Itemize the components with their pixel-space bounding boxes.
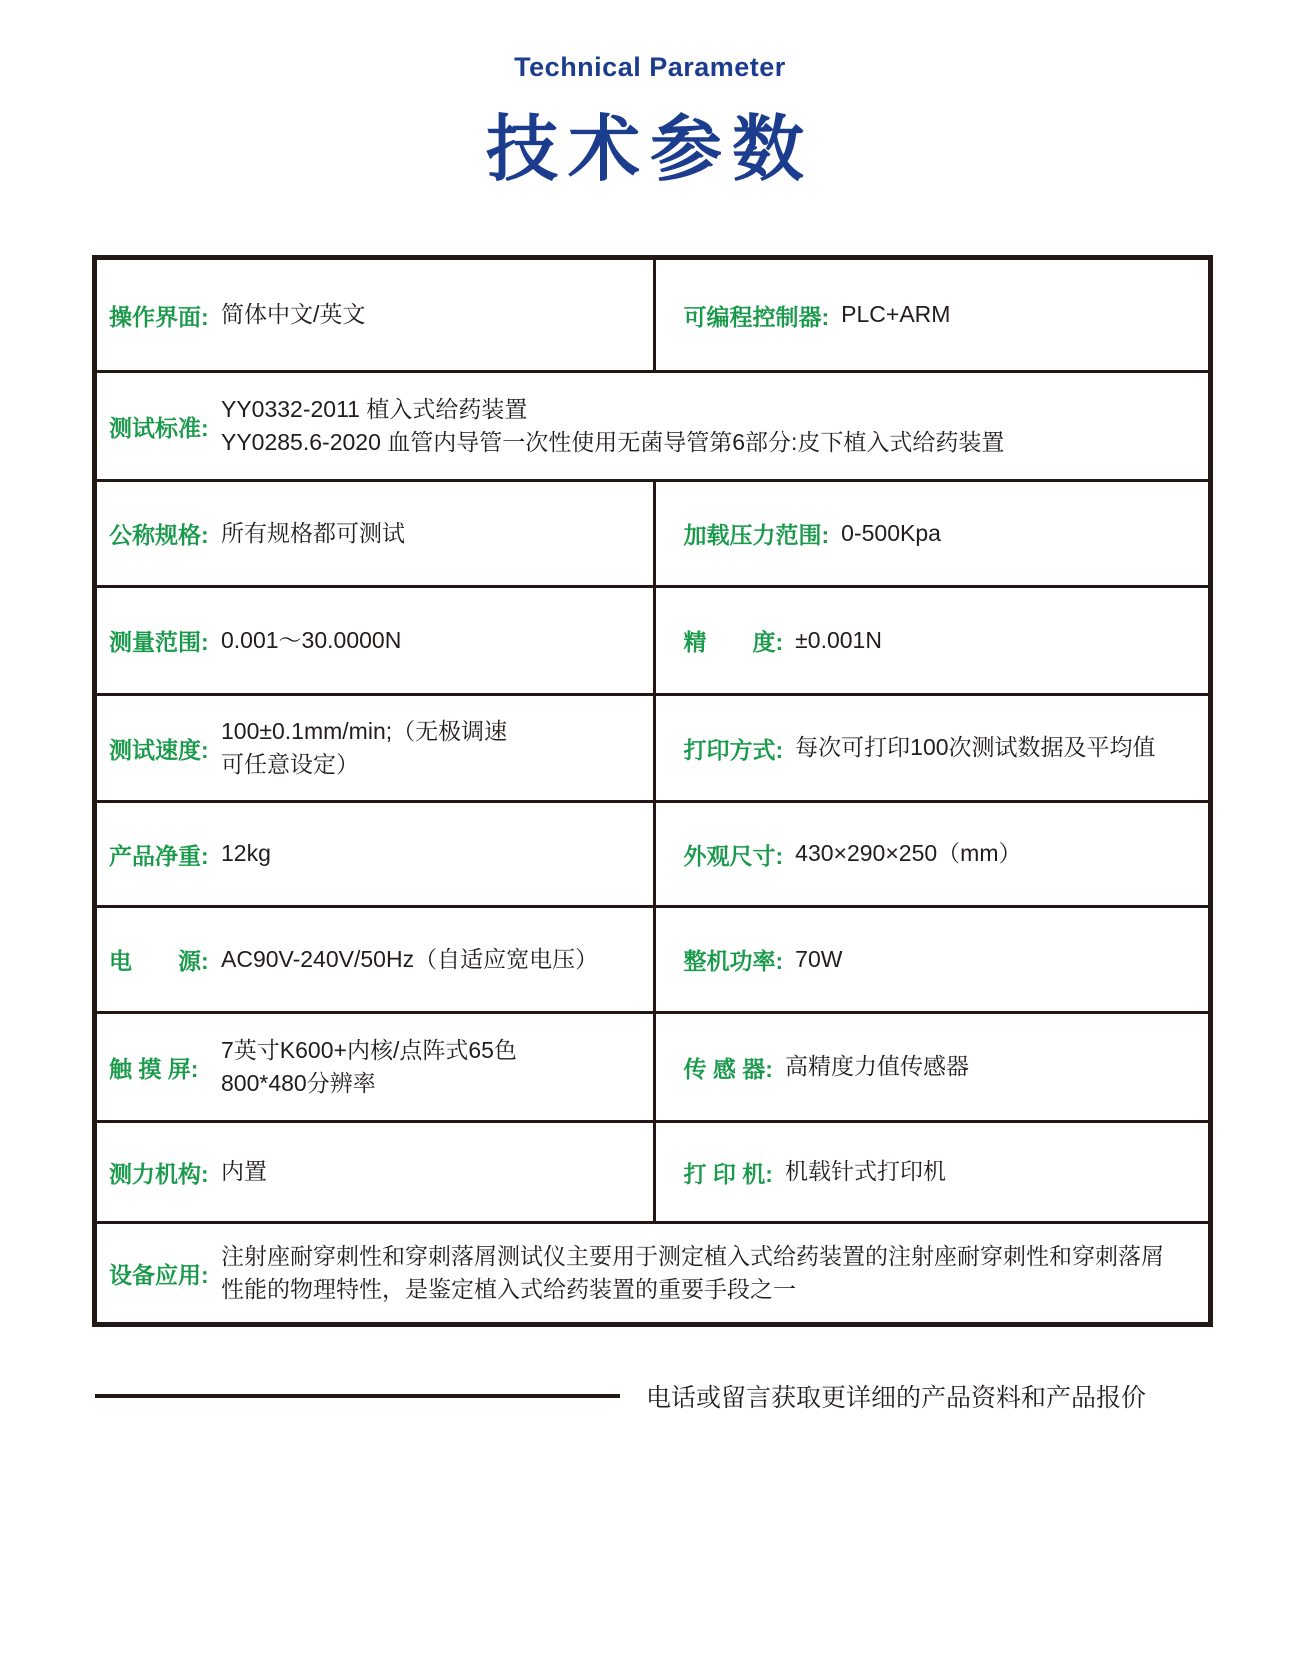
param-cell — [97, 260, 653, 370]
param-label: 操作界面: — [109, 303, 209, 330]
param-label: 精 度: — [683, 629, 784, 655]
page-title: 技术参数 — [485, 110, 814, 190]
param-value-line: 100±0.1mm/min;（无极调速 — [221, 717, 508, 744]
table-row-measure-range — [97, 585, 1208, 693]
page-header — [0, 52, 1300, 195]
param-value — [221, 1240, 1164, 1307]
param-label: 公称规格: — [109, 522, 209, 548]
param-label: 整机功率: — [683, 948, 784, 974]
param-value: 机载针式打印机 — [784, 1158, 946, 1185]
param-cell — [97, 803, 653, 905]
param-label: 测试速度: — [109, 736, 209, 763]
param-cell — [97, 1224, 1208, 1322]
param-cell — [653, 908, 1209, 1011]
footer-divider-line — [95, 1394, 620, 1398]
param-value: 0.001～30.0000N — [221, 626, 402, 653]
param-label: 外观尺寸: — [683, 842, 784, 869]
param-label: 电 源: — [109, 948, 209, 974]
param-value: 简体中文/英文 — [221, 301, 366, 328]
param-cell — [97, 1123, 653, 1221]
table-row-touch-screen — [97, 1011, 1208, 1120]
param-label: 打印方式: — [683, 736, 784, 763]
param-cell — [653, 803, 1209, 905]
param-cell — [97, 373, 1208, 479]
param-cell — [653, 1123, 1209, 1221]
param-cell — [653, 696, 1209, 800]
param-value: 所有规格都可测试 — [221, 519, 405, 546]
param-cell — [97, 696, 653, 800]
table-row-power-supply — [97, 905, 1208, 1011]
param-value-line: 性能的物理特性，是鉴定植入式给药装置的重要手段之一 — [221, 1276, 796, 1302]
param-value-line: YY0285.6-2020 血管内导管一次性使用无菌导管第6部分:皮下植入式给药装置 — [221, 429, 1005, 455]
param-label: 测量范围: — [109, 629, 209, 655]
param-label: 触 摸 屏: — [109, 1055, 199, 1082]
param-value: PLC+ARM — [841, 301, 951, 328]
table-row-net-weight — [97, 800, 1208, 905]
param-value: 内置 — [221, 1158, 267, 1185]
table-row-force-mechanism — [97, 1120, 1208, 1221]
param-value: 每次可打印100次测试数据及平均值 — [795, 734, 1156, 761]
param-value: AC90V-240V/50Hz（自适应宽电压） — [221, 945, 599, 972]
param-cell — [97, 1014, 653, 1120]
param-cell — [97, 908, 653, 1011]
param-value: 0-500Kpa — [841, 519, 941, 546]
param-label: 产品净重: — [109, 842, 209, 869]
page-footer — [95, 1378, 1205, 1414]
param-value — [221, 1034, 517, 1101]
param-value-line: 7英寸K600+内核/点阵式65色 — [221, 1036, 517, 1063]
table-row-test-speed — [97, 693, 1208, 800]
param-cell — [97, 482, 653, 585]
table-row-operation-interface — [97, 260, 1208, 370]
param-label: 可编程控制器: — [683, 303, 830, 330]
param-value-line: 注射座耐穿刺性和穿刺落屑测试仪主要用于测定植入式给药装置的注射座耐穿刺性和穿刺落屑 — [221, 1242, 1164, 1269]
param-cell — [653, 588, 1209, 693]
param-label: 打 印 机: — [683, 1160, 773, 1187]
param-cell — [653, 1014, 1209, 1120]
page-subtitle: Technical Parameter — [514, 52, 786, 82]
param-value: ±0.001N — [795, 626, 882, 653]
param-value: 12kg — [221, 840, 271, 867]
param-cell — [653, 260, 1209, 370]
param-label: 加载压力范围: — [683, 522, 830, 548]
param-value-line: 800*480分辨率 — [221, 1070, 376, 1096]
table-row-application — [97, 1221, 1208, 1322]
footer-note: 电话或留言获取更详细的产品资料和产品报价 — [646, 1384, 1147, 1412]
spec-table — [92, 255, 1213, 1327]
param-cell — [653, 482, 1209, 585]
param-value: 70W — [795, 945, 843, 972]
param-label: 测力机构: — [109, 1160, 209, 1187]
table-row-nominal-spec — [97, 479, 1208, 585]
param-label: 传 感 器: — [683, 1055, 773, 1082]
param-value — [221, 393, 1004, 460]
param-label: 测试标准: — [109, 414, 209, 441]
param-value — [221, 715, 507, 782]
param-label: 设备应用: — [109, 1261, 209, 1288]
param-value: 高精度力值传感器 — [784, 1053, 969, 1080]
table-row-test-standard — [97, 370, 1208, 479]
param-value-line: 可任意设定） — [221, 751, 359, 777]
param-value: 430×290×250（mm） — [795, 840, 1022, 867]
param-value-line: YY0332-2011 植入式给药装置 — [221, 395, 528, 422]
param-cell — [97, 588, 653, 693]
